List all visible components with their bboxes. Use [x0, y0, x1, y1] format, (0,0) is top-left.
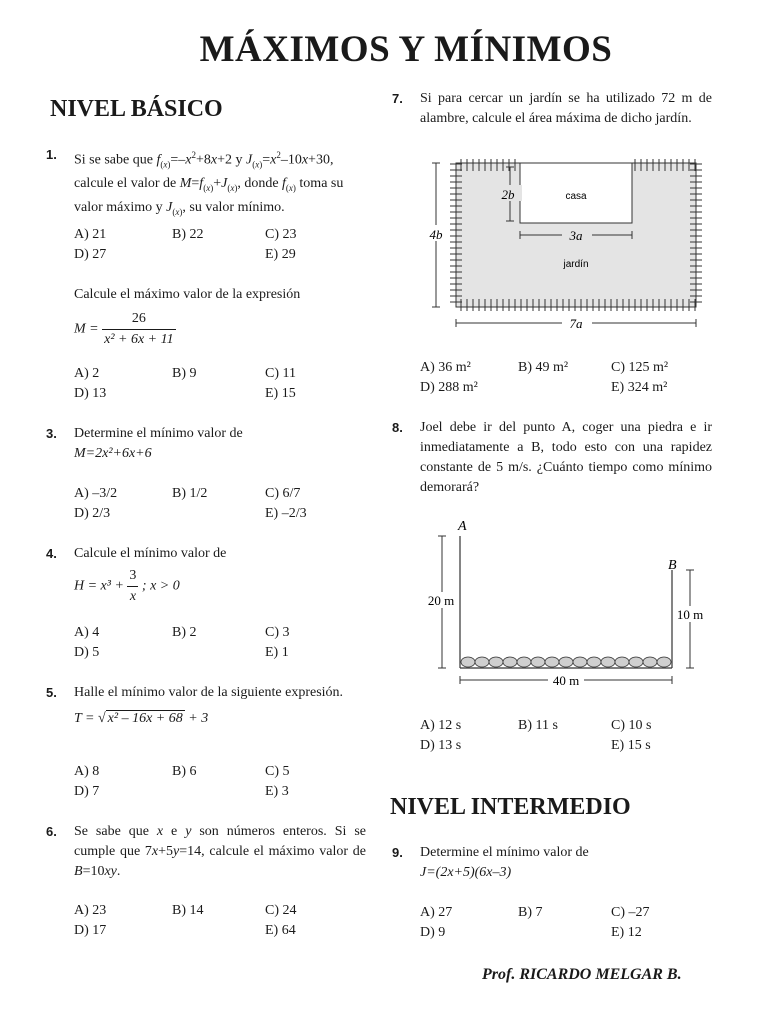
option-a[interactable]: A) 36 m²: [420, 360, 471, 375]
question-text: Si para cercar un jardín se ha utilizado 72 m de alambre, calcule el área máxima de dicho jardín.: [420, 91, 712, 126]
option-a[interactable]: A) 4: [74, 625, 100, 640]
question-text: Joel debe ir del punto A, coger una piedra e ir inmediatamente a B, todo esto con una rapidez constante de 5 m/s. ¿Cuánto tiempo como mínimo demorará?: [420, 420, 712, 495]
question-number: 4.: [46, 546, 57, 561]
option-b[interactable]: B) 9: [172, 366, 197, 381]
question-2: [46, 285, 372, 350]
option-d[interactable]: D) 13 s: [420, 738, 462, 753]
house-label: casa: [565, 191, 587, 202]
option-c[interactable]: C) 125 m²: [611, 360, 669, 375]
question-text: Calcule el mínimo valor de: [74, 546, 227, 561]
page-title: MÁXIMOS Y MÍNIMOS: [199, 29, 613, 70]
question-number: 8.: [392, 420, 403, 435]
option-b[interactable]: B) 2: [172, 625, 197, 640]
option-e[interactable]: E) 12: [611, 925, 642, 940]
fraction: [102, 309, 175, 350]
section-intermediate-title: NIVEL INTERMEDIO: [390, 794, 631, 820]
question-number: 6.: [46, 824, 57, 839]
label-10m: 10 m: [676, 607, 704, 622]
option-d[interactable]: D) 288 m²: [420, 380, 478, 395]
label-3a: 3a: [569, 228, 583, 243]
question-text: Si se sabe que $f_{(x)}=-x^2+8x+2$ y $J_{(x)}=x^2-10x+30$, calcule el valor de $M=f_{(x)}+J_{(x)}$, donde $f_{(x)}$ toma su valor máximo y $J_{(x)}$, su valor mínimo.: [74, 150, 344, 218]
option-c[interactable]: C) 23: [265, 227, 297, 242]
option-d[interactable]: D) 27: [74, 247, 107, 262]
garden-diagram: [428, 155, 728, 335]
fence-right: [690, 163, 702, 307]
author-signature: Prof. RICARDO MELGAR B.: [482, 966, 682, 983]
label-20m: 20 m: [427, 593, 455, 608]
point-b-label: B: [668, 558, 677, 573]
question-number: 5.: [46, 685, 57, 700]
formula: [74, 309, 372, 350]
section-basic-title: NIVEL BÁSICO: [50, 96, 223, 122]
fraction-numerator: 26: [102, 309, 175, 330]
label-4b: 4b: [429, 227, 443, 242]
formula: M=2x²+6x+6: [74, 446, 152, 461]
question-number: 9.: [392, 845, 403, 860]
option-c[interactable]: C) 10 s: [611, 718, 652, 733]
option-e[interactable]: E) 15: [265, 386, 296, 401]
label-7a: 7a: [569, 316, 583, 331]
option-e[interactable]: E) 15 s: [611, 738, 651, 753]
label-2b: 2b: [501, 187, 515, 202]
option-a[interactable]: A) 21: [74, 227, 107, 242]
formula: [74, 566, 372, 607]
question-number: 3.: [46, 426, 57, 441]
option-a[interactable]: A) 12 s: [420, 718, 462, 733]
option-e[interactable]: E) 324 m²: [611, 380, 668, 395]
option-d[interactable]: D) 2/3: [74, 506, 111, 521]
question-3: [46, 424, 372, 464]
right-column: [392, 0, 714, 1024]
option-c[interactable]: C) 5: [265, 764, 290, 779]
option-c[interactable]: C) 3: [265, 625, 290, 640]
option-c[interactable]: C) –27: [611, 905, 650, 920]
question-7: [392, 89, 712, 129]
formula-radicand: x² – 16x + 68: [107, 711, 183, 726]
question-text: Halle el mínimo valor de la siguiente expresión.: [74, 685, 344, 700]
option-b[interactable]: B) 1/2: [172, 486, 208, 501]
option-e[interactable]: E) 1: [265, 645, 289, 660]
question-text: Se sabe que x e y son números enteros. Si se cumple que 7x+5y=14, calcule el máximo valor de B=10xy.: [74, 824, 367, 879]
fence-bottom: [456, 299, 696, 311]
formula-right: + 3: [188, 711, 209, 726]
option-e[interactable]: E) –2/3: [265, 506, 307, 521]
label-40m: 40 m: [552, 673, 580, 688]
option-b[interactable]: B) 22: [172, 227, 204, 242]
formula: J=(2x+5)(6x–3): [420, 865, 512, 880]
formula-left: H = x³ +: [74, 578, 124, 594]
option-d[interactable]: D) 5: [74, 645, 100, 660]
fraction-denominator: x: [129, 589, 137, 604]
option-c[interactable]: C) 6/7: [265, 486, 301, 501]
fraction-denominator: x² + 6x + 11: [104, 332, 174, 347]
option-e[interactable]: E) 64: [265, 923, 296, 938]
stones-row: [461, 657, 671, 667]
option-c[interactable]: C) 24: [265, 903, 297, 918]
fence-top-right: [632, 159, 696, 171]
question-8: [392, 418, 712, 498]
option-b[interactable]: B) 49 m²: [518, 360, 569, 375]
question-5: [46, 683, 372, 729]
option-e[interactable]: E) 3: [265, 784, 289, 799]
formula-left: M =: [74, 321, 99, 337]
question-text: Calcule el máximo valor de la expresión: [74, 287, 301, 302]
option-d[interactable]: D) 17: [74, 923, 107, 938]
river-diagram: [422, 516, 722, 692]
option-b[interactable]: B) 6: [172, 764, 197, 779]
option-b[interactable]: B) 11 s: [518, 718, 558, 733]
garden-label: jardín: [563, 259, 589, 270]
question-text: Determine el mínimo valor de: [420, 845, 589, 860]
question-1: [46, 145, 372, 222]
option-a[interactable]: A) 23: [74, 903, 107, 918]
option-b[interactable]: B) 14: [172, 903, 204, 918]
formula: [74, 709, 372, 729]
option-a[interactable]: A) 2: [74, 366, 100, 381]
option-a[interactable]: A) 8: [74, 764, 100, 779]
option-c[interactable]: C) 11: [265, 366, 296, 381]
option-d[interactable]: D) 7: [74, 784, 100, 799]
fraction-numerator: 3: [127, 566, 138, 587]
option-b[interactable]: B) 7: [518, 905, 543, 920]
question-number: 7.: [392, 91, 403, 106]
left-column: [46, 0, 372, 1024]
formula-right: ; x > 0: [141, 578, 180, 594]
question-number: 1.: [46, 147, 57, 162]
option-e[interactable]: E) 29: [265, 247, 296, 262]
formula-left: T = √: [74, 711, 106, 726]
question-6: [46, 822, 366, 882]
question-9: [392, 843, 712, 883]
option-d[interactable]: D) 9: [420, 925, 446, 940]
point-a-label: A: [458, 519, 467, 534]
fraction: [127, 566, 138, 607]
question-text: Determine el mínimo valor de: [74, 426, 243, 441]
option-a[interactable]: A) –3/2: [74, 486, 118, 501]
fence-left: [450, 163, 462, 307]
question-4: [46, 544, 372, 607]
option-a[interactable]: A) 27: [420, 905, 453, 920]
option-d[interactable]: D) 13: [74, 386, 107, 401]
